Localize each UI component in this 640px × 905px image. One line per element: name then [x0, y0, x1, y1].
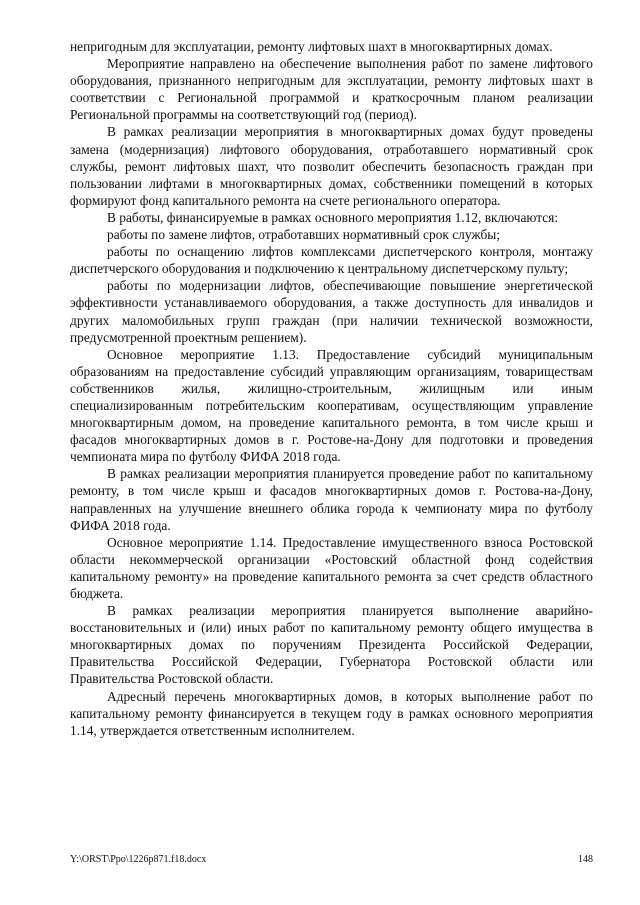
- page-number: 148: [578, 854, 593, 865]
- paragraph-works-list-intro: В работы, финансируемые в рамках основного мероприятия 1.12, включаются:: [107, 209, 559, 225]
- paragraph-measure-1-13-works: В рамках реализации мероприятия планируется проведение работ по капитальному ремонту, в том числе крыш и фасадов многоквартирных домов г. Ростова-на-Дону, направленных на улучшение внешнего облика города к чемпионату мира по футболу ФИФА 2018 года.: [70, 466, 593, 533]
- paragraph-measure-1-14: Основное мероприятие 1.14. Предоставление имущественного взноса Ростовской области некоммерческой организации «Ростовский областной фонд содействия капитальному ремонту» на проведение капитального ремонта за счет средств областного бюджета.: [70, 534, 593, 601]
- paragraph-purpose: Мероприятие направлено на обеспечение выполнения работ по замене лифтового оборудования, признанного непригодным для эксплуатации, ремонту лифтовых шахт в соответствии с Региональной программой и краткосрочным планом реализации Региональной программы на соответствующий год (период).: [70, 56, 593, 123]
- paragraph-measure-1-14-works: В рамках реализации мероприятия планируется выполнение аварийно-восстановительных и (или) иных работ по капитальному ремонту общего имущества в многоквартирных домах по поручениям Президента Российской Федерации, Правительства Российской Федерации, Губернатора Ростовской области или Правительства Ростовской области.: [70, 603, 593, 687]
- list-item-modernization: работы по модернизации лифтов, обеспечивающие повышение энергетической эффективности устанавливаемого оборудования, а также доступность для инвалидов и других маломобильных групп граждан (при наличии технической возможности, предусмотренной проектным решением).: [70, 278, 593, 345]
- list-item-dispatch-control: работы по оснащению лифтов комплексами диспетчерского контроля, монтажу диспетчерского оборудования и подключению к центральному диспетчерскому пульту;: [70, 244, 593, 277]
- paragraph-lift-replacement: В рамках реализации мероприятия в многоквартирных домах будут проведены замена (модернизация) лифтового оборудования, отработавшего нормативный срок службы, ремонт лифтовых шахт, что позволит обеспечить безопасность граждан при пользовании лифтами в многоквартирных домах, собственники помещений в которых формируют фонд капитального ремонта на счете регионального оператора.: [70, 124, 593, 208]
- footer-file-path: Y:\ORST\Ppo\1226p871.f18.docx: [70, 854, 207, 865]
- paragraph-address-list: Адресный перечень многоквартирных домов, в которых выполнение работ по капитальному ремонту финансируется в текущем году в рамках основного мероприятия 1.14, утверждается ответственным исполнителем.: [70, 688, 593, 738]
- paragraph-continuation: непригодным для эксплуатации, ремонту лифтовых шахт в многоквартирных домах.: [70, 39, 553, 54]
- document-body: [70, 38, 593, 739]
- list-item-lift-replacement: работы по замене лифтов, отработавших нормативный срок службы;: [107, 227, 500, 243]
- paragraph-measure-1-13: Основное мероприятие 1.13. Предоставление субсидий муниципальным образованиям на предоставление субсидий управляющим организациям, товариществам собственников жилья, жилищно-строительным, жилищным или иным специализированным потребительским кооперативам, осуществляющим управление многоквартирным домом, на проведение капитального ремонта, в том числе крыш и фасадов многоквартирных домов в г. Ростове-на-Дону для подготовки и проведения чемпионата мира по футболу ФИФА 2018 года.: [70, 346, 593, 465]
